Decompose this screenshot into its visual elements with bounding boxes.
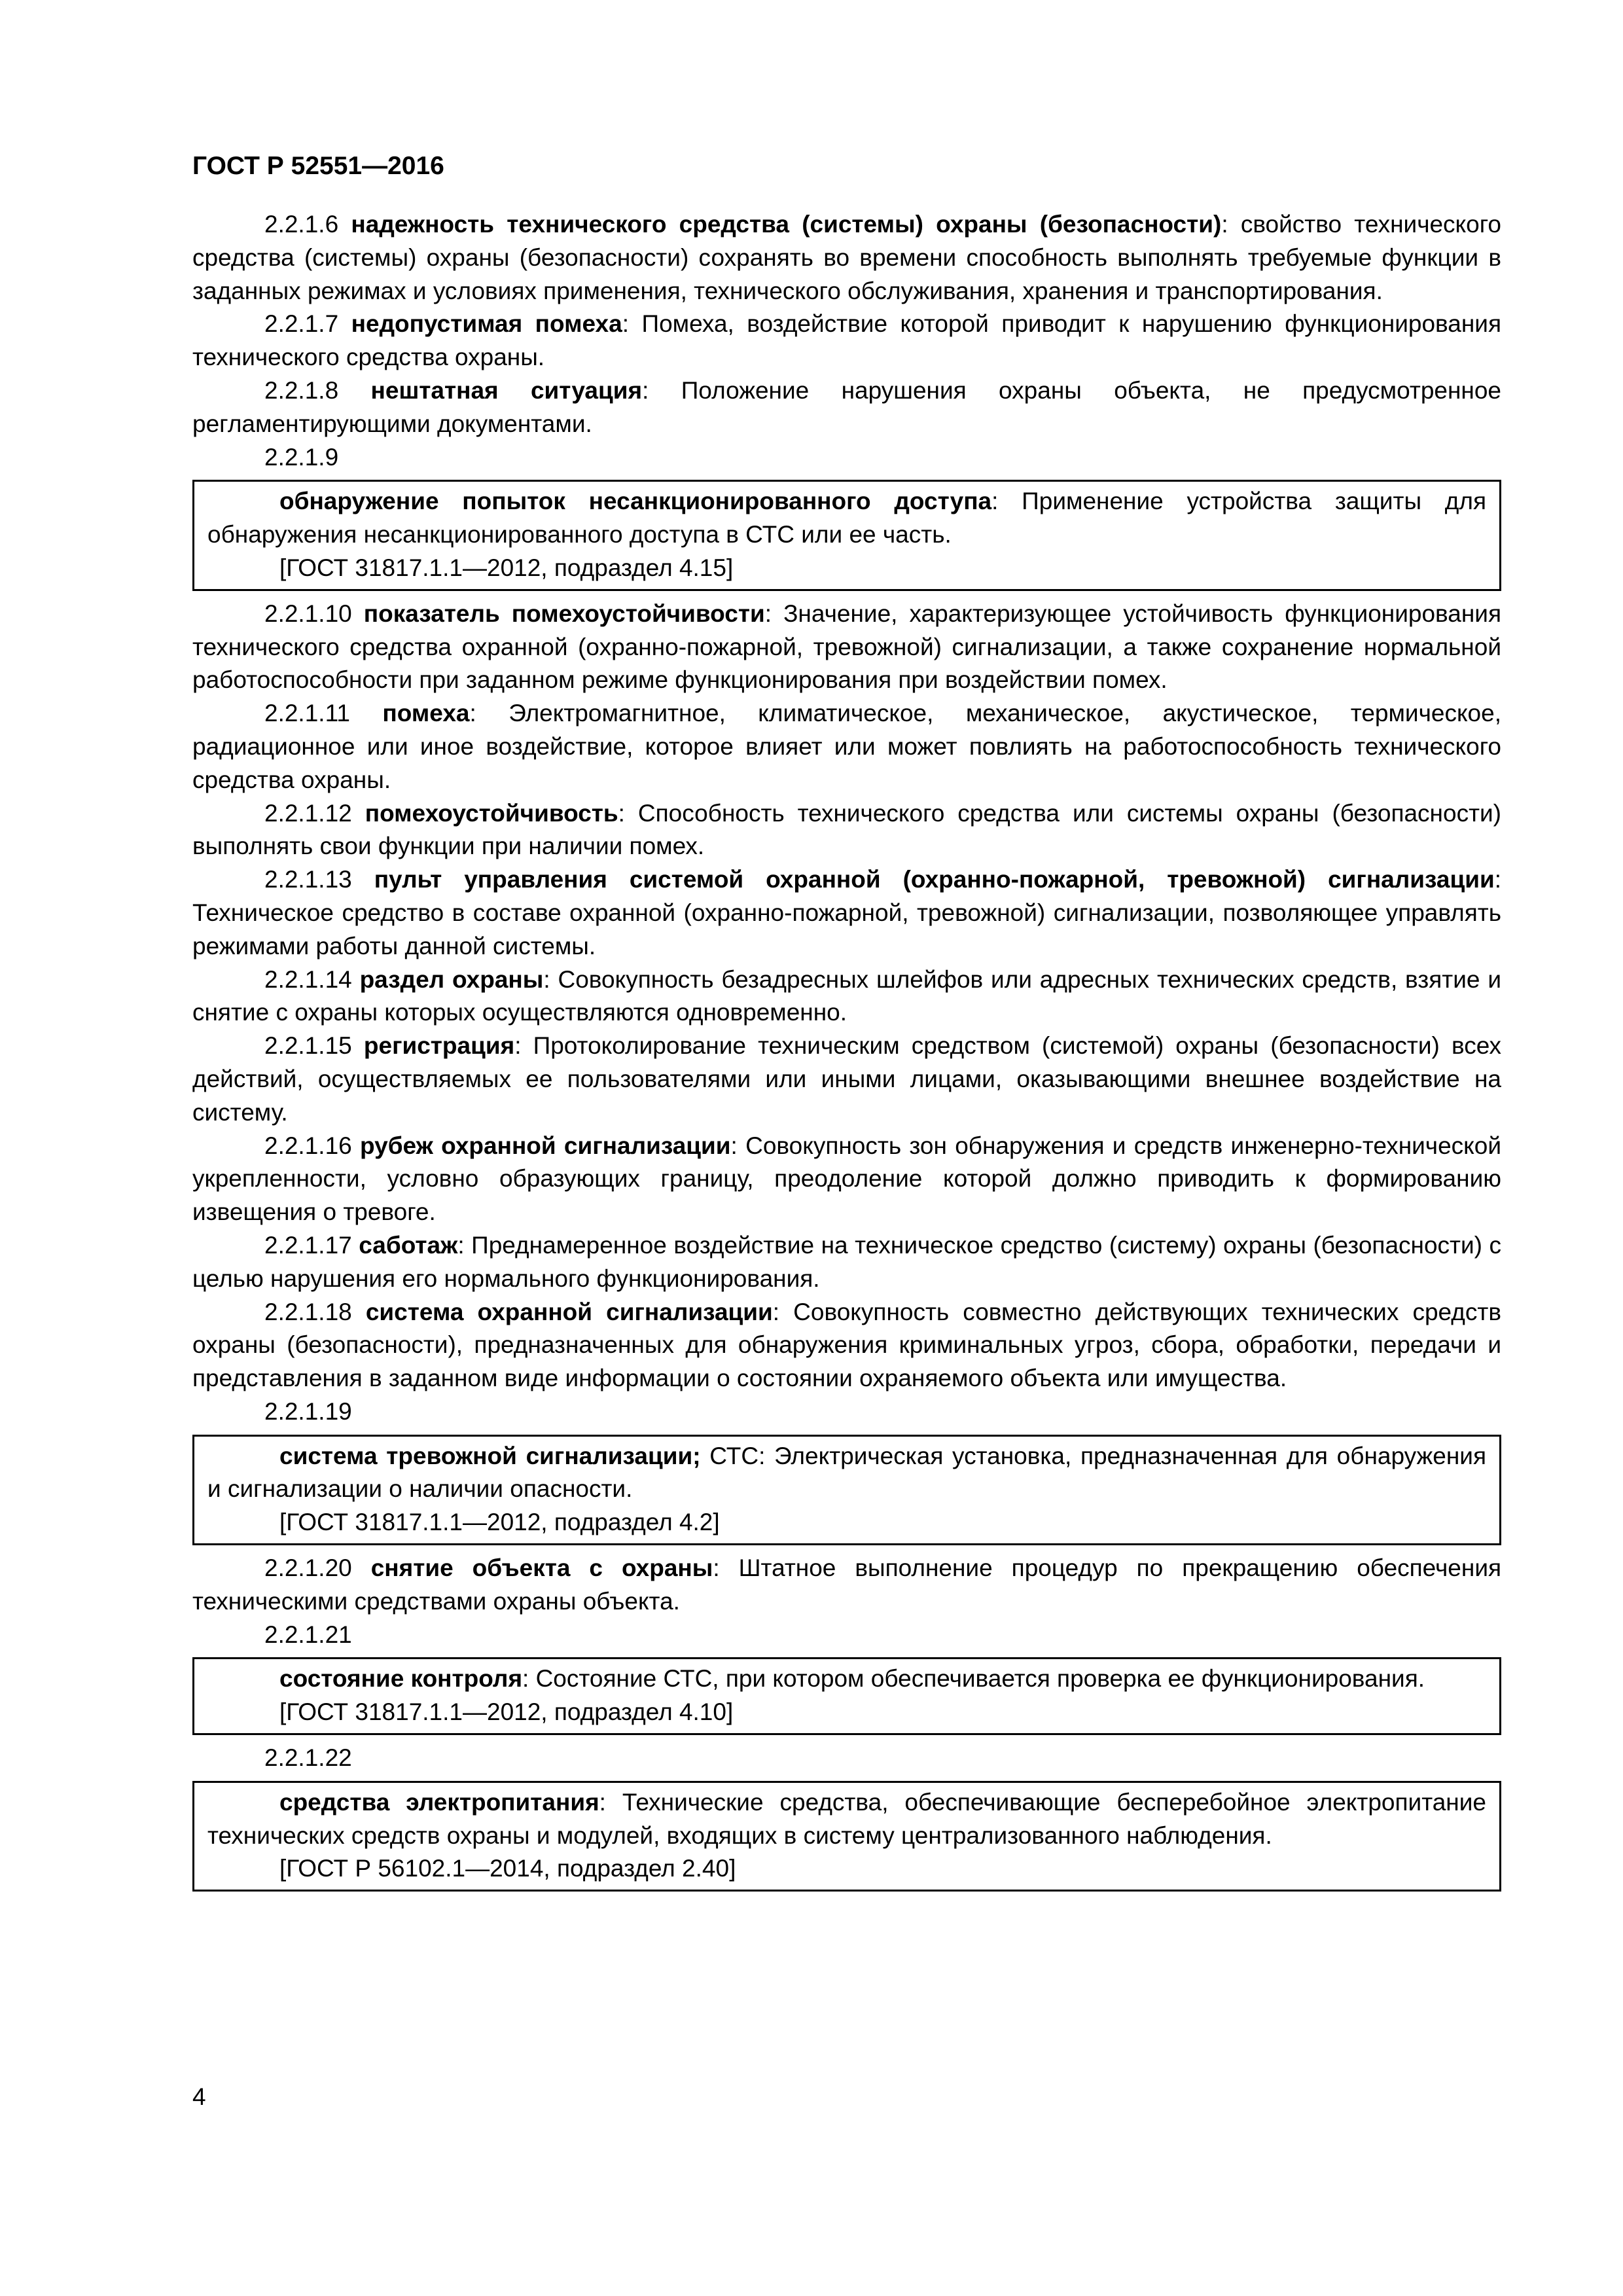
term-entry xyxy=(192,598,1501,697)
entry-definition: : свойство технического средства (системы) охраны (безопасности) сохранять во времени способность выполнять требуемые функции в заданных режимах и условиях применения, технического обслуживания, хранения и транспортирования. xyxy=(192,211,1501,304)
entry-term: обнаружение попыток несанкционированного доступа xyxy=(279,488,992,515)
entry-number: 2.2.1.11 xyxy=(264,700,350,727)
entry-number: 2.2.1.17 xyxy=(264,1231,352,1259)
entry-term: показатель помехоустойчивости xyxy=(363,600,765,627)
entry-source: [ГОСТ 31817.1.1—2012, подраздел 4.2] xyxy=(279,1509,720,1536)
entry-term: снятие объекта с охраны xyxy=(370,1554,713,1582)
entry-number: 2.2.1.13 xyxy=(264,866,352,893)
entry-number: 2.2.1.18 xyxy=(264,1298,352,1325)
document-header: ГОСТ Р 52551—2016 xyxy=(192,152,444,180)
entry-number: 2.2.1.15 xyxy=(264,1032,352,1060)
term-entry xyxy=(192,1130,1501,1229)
entry-definition: : Значение, характеризующее устойчивость функционирования технического средства охранной (охранно-пожарной, тревожной) сигнализации, а также сохранение нормальной работоспособности при заданном режиме функционирования при воздействии помех. xyxy=(192,600,1502,694)
entry-number: 2.2.1.8 xyxy=(264,376,339,404)
entry-definition: : Совокупность совместно действующих технических средств охраны (безопасности), предназначенных для обнаружения криминальных угроз, сбора, обработки, передачи и представления в заданном виде информации о состоянии охраняемого объекта или имущества. xyxy=(192,1298,1501,1392)
entry-definition: СТС: Электрическая установка, предназначенная для обнаружения и сигнализации о наличии опасности. xyxy=(207,1442,1486,1503)
entry-term: надежность технического средства (системы) охраны (безопасности) xyxy=(351,211,1222,238)
entry-number: 2.2.1.7 xyxy=(264,310,339,338)
entry-definition: : Состояние СТС, при котором обеспечивается проверка ее функционирования. xyxy=(522,1665,1425,1693)
entry-number: 2.2.1.9 xyxy=(264,443,339,471)
entry-term: система охранной сигнализации xyxy=(365,1298,773,1325)
entry-term: система тревожной сигнализации; xyxy=(279,1442,701,1469)
entry-term: саботаж xyxy=(359,1231,458,1259)
entry-definition: : Электромагнитное, климатическое, механическое, акустическое, термическое, радиационное или иное воздействие, которое влияет или может повлиять на работоспособность технического средства охраны. xyxy=(192,700,1501,793)
term-entry xyxy=(207,485,1486,552)
term-entry xyxy=(192,308,1501,374)
entry-number: 2.2.1.6 xyxy=(264,211,339,238)
entry-number: 2.2.1.19 xyxy=(264,1397,352,1425)
term-entry xyxy=(192,863,1501,963)
entry-term: пульт управления системой охранной (охранно-пожарной, тревожной) сигнализации xyxy=(374,866,1495,893)
term-box xyxy=(192,1781,1501,1892)
entry-number: 2.2.1.20 xyxy=(264,1554,352,1582)
term-box xyxy=(192,480,1501,590)
entry-definition: : Совокупность зон обнаружения и средств инженерно-технической укрепленности, условно образующих границу, преодоление которой должно приводить к формированию извещения о тревоге. xyxy=(192,1132,1501,1226)
entry-definition: : Применение устройства защиты для обнаружения несанкционированного доступа в СТС или ее часть. xyxy=(207,488,1487,548)
term-entry xyxy=(192,208,1501,308)
term-entry xyxy=(192,1030,1501,1129)
term-entry xyxy=(207,1786,1486,1853)
entry-number: 2.2.1.22 xyxy=(264,1744,352,1772)
entry-term: нештатная ситуация xyxy=(370,376,643,404)
entry-source: [ГОСТ 31817.1.1—2012, подраздел 4.15] xyxy=(279,554,734,581)
entry-term: раздел охраны xyxy=(359,965,544,993)
term-entry xyxy=(207,1440,1486,1507)
entry-term: помеха xyxy=(382,700,470,727)
document-body xyxy=(192,208,1501,1898)
page-number: 4 xyxy=(192,2083,206,2110)
entry-term: помехоустойчивость xyxy=(365,799,618,827)
term-entry xyxy=(192,1552,1501,1619)
entry-term: недопустимая помеха xyxy=(351,310,622,338)
entry-term: состояние контроля xyxy=(279,1665,523,1693)
entry-term: рубеж охранной сигнализации xyxy=(360,1132,731,1159)
entry-definition: : Способность технического средства или системы охраны (безопасности) выполнять свои функции при наличии помех. xyxy=(192,799,1502,860)
entry-definition: : Технические средства, обеспечивающие бесперебойное электропитание технических средств охраны и модулей, входящих в систему централизованного наблюдения. xyxy=(207,1788,1486,1849)
term-entry xyxy=(192,797,1501,864)
term-entry xyxy=(207,1662,1486,1696)
term-entry xyxy=(192,374,1501,441)
entry-number: 2.2.1.21 xyxy=(264,1621,352,1648)
term-entry xyxy=(192,963,1501,1030)
entry-number: 2.2.1.10 xyxy=(264,600,352,627)
term-box xyxy=(192,1435,1501,1545)
entry-definition: : Штатное выполнение процедур по прекращению обеспечения техническими средствами охраны объекта. xyxy=(192,1554,1502,1615)
entry-definition: : Протоколирование техническим средством (системой) охраны (безопасности) всех действий, осуществляемых ее пользователями или иными лицами, оказывающими внешнее воздействие на систему. xyxy=(192,1032,1501,1126)
entry-number: 2.2.1.16 xyxy=(264,1132,352,1159)
entry-definition: : Помеха, воздействие которой приводит к нарушению функционирования технического средства охраны. xyxy=(192,310,1501,371)
entry-number: 2.2.1.14 xyxy=(264,965,352,993)
entry-definition: : Техническое средство в составе охранной (охранно-пожарной, тревожной) сигнализации, позволяющее управлять режимами работы данной системы. xyxy=(192,866,1501,960)
entry-source: [ГОСТ Р 56102.1—2014, подраздел 2.40] xyxy=(279,1855,736,1882)
term-entry xyxy=(192,1229,1501,1296)
entry-term: средства электропитания xyxy=(279,1788,599,1816)
term-box xyxy=(192,1657,1501,1735)
term-entry xyxy=(192,697,1501,797)
entry-definition: : Совокупность безадресных шлейфов или адресных технических средств, взятие и снятие с охраны которых осуществляются одновременно. xyxy=(192,965,1501,1026)
term-entry xyxy=(192,1296,1501,1395)
entry-definition: : Положение нарушения охраны объекта, не предусмотренное регламентирующими документами. xyxy=(192,376,1502,437)
entry-term: регистрация xyxy=(363,1032,515,1060)
entry-source: [ГОСТ 31817.1.1—2012, подраздел 4.10] xyxy=(279,1698,734,1726)
entry-definition: : Преднамеренное воздействие на техническое средство (систему) охраны (безопасности) с целью нарушения его нормального функционирования. xyxy=(192,1231,1501,1292)
entry-number: 2.2.1.12 xyxy=(264,799,352,827)
